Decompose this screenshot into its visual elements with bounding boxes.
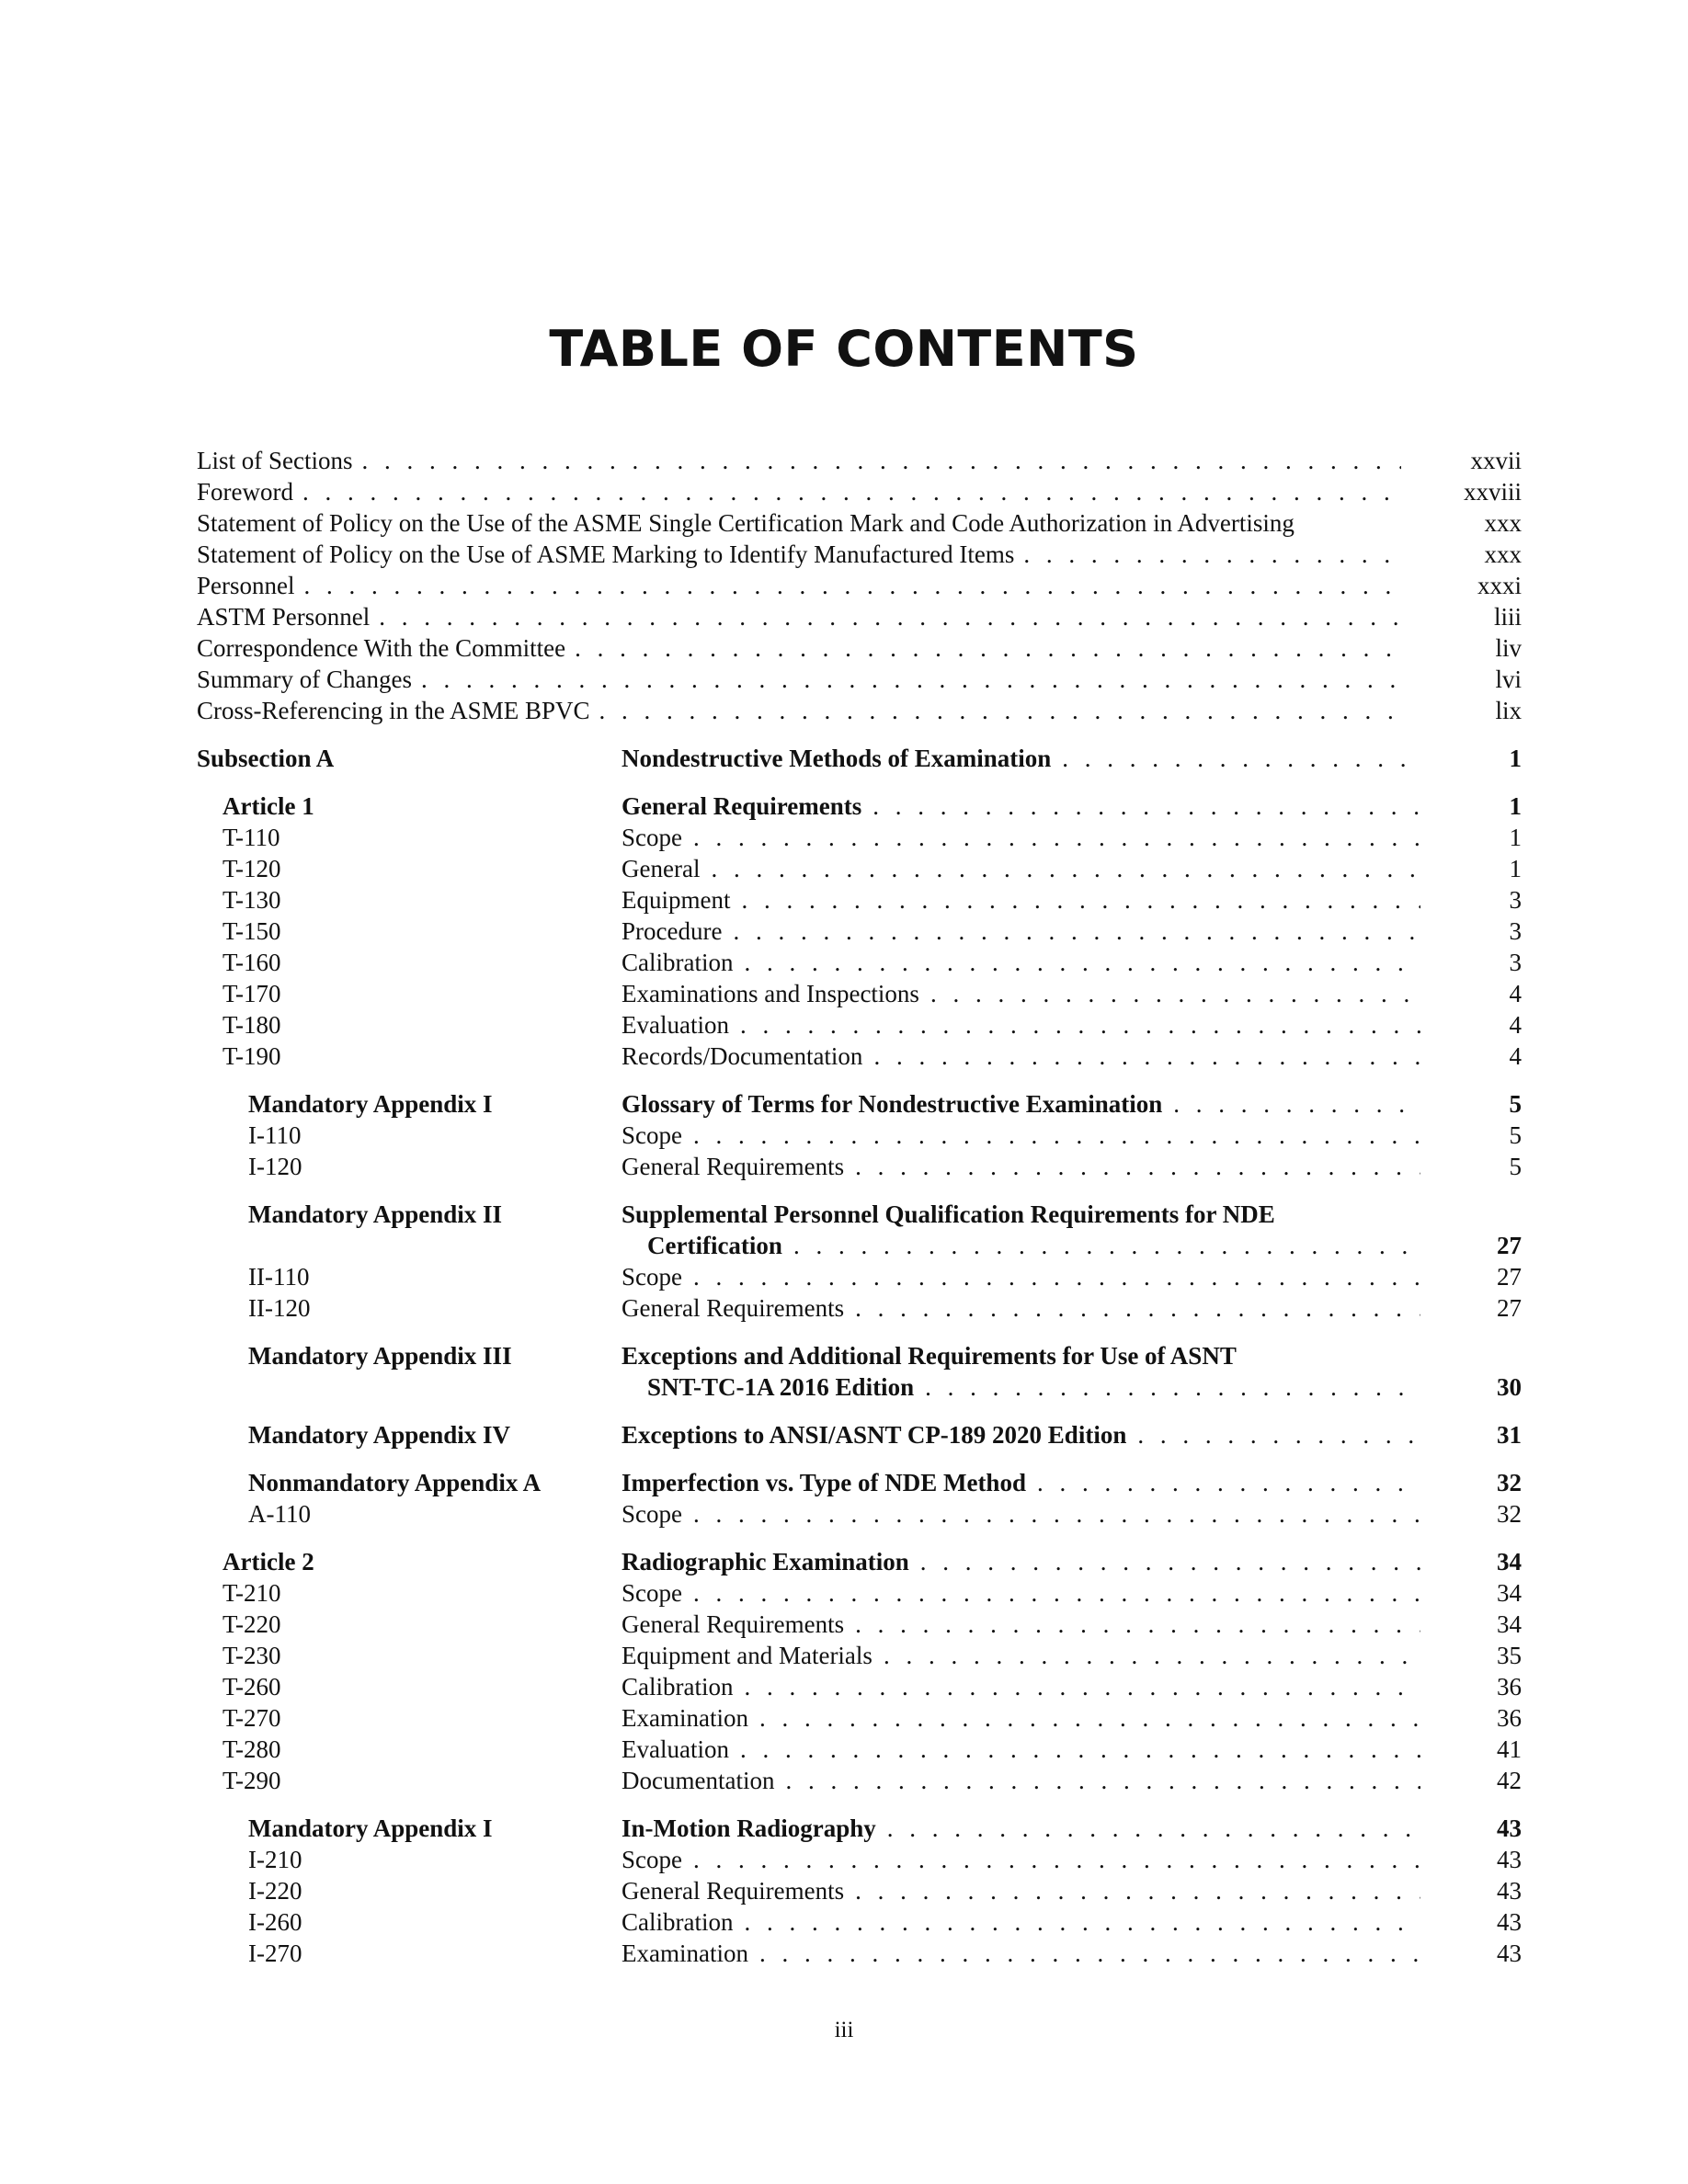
toc-mandatory-appendix-iv[interactable]	[197, 1419, 1522, 1450]
dot-leader	[693, 1498, 1420, 1530]
section-title: Scope	[622, 1500, 682, 1528]
section-page-number: 34	[1497, 1579, 1522, 1607]
section-code: T-270	[222, 1704, 281, 1732]
section-page-number: 36	[1497, 1704, 1522, 1732]
section-code: T-130	[222, 886, 281, 914]
dot-leader	[855, 1609, 1420, 1640]
toc-entry-i-220[interactable]	[197, 1875, 1522, 1906]
section-code: II-110	[248, 1263, 310, 1291]
section-title: Scope	[622, 1121, 682, 1149]
dot-leader	[1137, 1419, 1420, 1450]
entry-page-number: lix	[1495, 697, 1522, 724]
dot-leader	[873, 791, 1420, 822]
toc-entry-ii-110[interactable]	[197, 1261, 1522, 1292]
section-title: Examination	[622, 1704, 748, 1732]
dot-leader	[1023, 539, 1401, 570]
dot-leader	[744, 947, 1420, 978]
toc-nonmandatory-appendix-a[interactable]	[197, 1467, 1522, 1498]
entry-page-number: lvi	[1495, 665, 1522, 693]
toc-entry-a-110[interactable]	[197, 1498, 1522, 1530]
toc-entry-t-220[interactable]	[197, 1609, 1522, 1640]
toc-entry-t-110[interactable]	[197, 822, 1522, 853]
dot-leader	[930, 978, 1420, 1009]
entry-label: Statement of Policy on the Use of the ASME Single Certification Mark and Code Authorization in Advertising	[197, 507, 1304, 539]
section-code: I-260	[248, 1908, 302, 1936]
section-title: Evaluation	[622, 1011, 729, 1039]
section-title-line1: Exceptions and Additional Requirements for Use of ASNT	[622, 1342, 1237, 1370]
section-title: General Requirements	[622, 1610, 845, 1638]
dot-leader	[362, 445, 1402, 476]
toc-entry-t-280[interactable]	[197, 1734, 1522, 1765]
section-page-number: 1	[1509, 745, 1522, 772]
dot-leader	[711, 853, 1420, 884]
section-code: Mandatory Appendix I	[248, 1090, 493, 1118]
page-title: TABLE OF CONTENTS	[549, 320, 1139, 379]
dot-leader	[855, 1292, 1420, 1324]
entry-label: Foreword	[197, 476, 302, 507]
section-page-number: 43	[1497, 1846, 1522, 1873]
section-page-number: 31	[1497, 1421, 1522, 1449]
section-code: T-190	[222, 1042, 281, 1070]
dot-leader	[741, 884, 1420, 916]
section-code: Article 2	[222, 1548, 314, 1575]
section-code: T-180	[222, 1011, 281, 1039]
section-page-number: 34	[1497, 1610, 1522, 1638]
section-page-number: 43	[1497, 1939, 1522, 1967]
toc-entry-t-260[interactable]	[197, 1671, 1522, 1702]
section-page-number: 1	[1509, 855, 1522, 882]
section-code: I-120	[248, 1153, 302, 1180]
toc-entry-t-290[interactable]	[197, 1765, 1522, 1796]
section-title: Calibration	[622, 1673, 734, 1701]
dot-leader	[887, 1813, 1420, 1844]
section-code: Article 1	[222, 792, 314, 820]
section-title: Nondestructive Methods of Examination	[622, 745, 1052, 772]
section-page-number: 1	[1509, 824, 1522, 851]
entry-page-number: liv	[1495, 634, 1522, 662]
toc-mandatory-appendix-iii[interactable]	[197, 1340, 1522, 1403]
section-page-number: 43	[1497, 1908, 1522, 1936]
toc-entry-t-270[interactable]	[197, 1702, 1522, 1734]
dot-leader	[379, 601, 1401, 632]
entry-page-number: xxx	[1484, 540, 1522, 568]
dot-leader	[302, 476, 1401, 507]
toc-mandatory-appendix-ii[interactable]	[197, 1199, 1522, 1261]
section-page-number: 5	[1509, 1090, 1522, 1118]
toc-subsection-a[interactable]	[197, 743, 1522, 774]
section-title: In-Motion Radiography	[622, 1814, 876, 1842]
toc-entry-policy-certification-mark[interactable]	[197, 507, 1522, 539]
dot-leader	[759, 1702, 1420, 1734]
section-title-line2: SNT-TC-1A 2016 Edition	[647, 1373, 915, 1401]
dot-leader	[740, 1009, 1420, 1041]
entry-label: ASTM Personnel	[197, 601, 379, 632]
dot-leader	[733, 916, 1420, 947]
section-page-number: 32	[1497, 1469, 1522, 1496]
section-page-number: 32	[1497, 1500, 1522, 1528]
section-code: T-230	[222, 1642, 281, 1669]
toc-entry-t-120[interactable]	[197, 853, 1522, 884]
dot-leader	[1037, 1467, 1420, 1498]
section-page-number: 3	[1509, 917, 1522, 945]
section-code: T-290	[222, 1767, 281, 1794]
dot-leader	[693, 822, 1420, 853]
section-code: T-280	[222, 1735, 281, 1763]
section-code: T-120	[222, 855, 281, 882]
section-title: Scope	[622, 1846, 682, 1873]
section-title: Scope	[622, 1579, 682, 1607]
dot-leader	[855, 1875, 1420, 1906]
section-page-number: 27	[1497, 1263, 1522, 1291]
section-code: I-110	[248, 1121, 302, 1149]
section-code: I-270	[248, 1939, 302, 1967]
section-title: Glossary of Terms for Nondestructive Examination	[622, 1090, 1163, 1118]
section-code: Mandatory Appendix I	[248, 1814, 493, 1842]
section-page-number: 27	[1497, 1232, 1522, 1259]
toc-entry-i-270[interactable]	[197, 1938, 1522, 1969]
entry-label: Correspondence With the Committee	[197, 632, 575, 664]
entry-page-number: xxxi	[1477, 572, 1522, 599]
toc-entry-t-170[interactable]	[197, 978, 1522, 1009]
dot-leader	[1173, 1088, 1420, 1120]
entry-label: Cross-Referencing in the ASME BPVC	[197, 695, 599, 726]
section-code: T-170	[222, 980, 281, 1007]
toc-entry-i-260[interactable]	[197, 1906, 1522, 1938]
toc-article-1[interactable]	[197, 791, 1522, 822]
section-title: Calibration	[622, 949, 734, 976]
dot-leader	[793, 1230, 1420, 1261]
entry-label: Personnel	[197, 570, 303, 601]
section-page-number: 1	[1509, 792, 1522, 820]
section-page-number: 30	[1497, 1373, 1522, 1401]
section-code: T-110	[222, 824, 280, 851]
dot-leader	[759, 1938, 1420, 1969]
dot-leader	[884, 1640, 1420, 1671]
dot-leader	[693, 1120, 1420, 1151]
section-page-number: 41	[1497, 1735, 1522, 1763]
dot-leader	[693, 1844, 1420, 1875]
section-code: T-210	[222, 1579, 281, 1607]
section-code: I-210	[248, 1846, 302, 1873]
dot-leader	[925, 1371, 1420, 1403]
entry-label: Statement of Policy on the Use of ASME Marking to Identify Manufactured Items	[197, 539, 1023, 570]
section-page-number: 42	[1497, 1767, 1522, 1794]
section-title: General Requirements	[622, 792, 862, 820]
section-title: Equipment and Materials	[622, 1642, 873, 1669]
toc-mandatory-appendix-i[interactable]	[197, 1088, 1522, 1120]
section-title: Equipment	[622, 886, 731, 914]
entry-page-number: xxvii	[1470, 447, 1522, 474]
toc-entry-t-130[interactable]	[197, 884, 1522, 916]
dot-leader	[855, 1151, 1420, 1182]
section-title: Scope	[622, 1263, 682, 1291]
section-code: T-220	[222, 1610, 281, 1638]
page-number-footer: iii	[834, 2018, 854, 2042]
section-title: Radiographic Examination	[622, 1548, 909, 1575]
dot-leader	[744, 1906, 1420, 1938]
section-code: Mandatory Appendix IV	[248, 1421, 511, 1449]
section-title: Evaluation	[622, 1735, 729, 1763]
toc-entry-t-190[interactable]	[197, 1041, 1522, 1072]
toc-entry-list-of-sections[interactable]	[197, 445, 1522, 476]
section-page-number: 43	[1497, 1877, 1522, 1905]
section-page-number: 5	[1509, 1121, 1522, 1149]
section-page-number: 3	[1509, 886, 1522, 914]
section-page-number: 34	[1497, 1548, 1522, 1575]
entry-page-number: xxx	[1484, 509, 1522, 537]
section-page-number: 3	[1509, 949, 1522, 976]
dot-leader	[599, 695, 1401, 726]
section-title: Procedure	[622, 917, 723, 945]
section-code: Subsection A	[197, 745, 335, 772]
toc-entry-t-180[interactable]	[197, 1009, 1522, 1041]
toc-article-2[interactable]	[197, 1546, 1522, 1577]
section-page-number: 36	[1497, 1673, 1522, 1701]
section-page-number: 35	[1497, 1642, 1522, 1669]
section-code: I-220	[248, 1877, 302, 1905]
dot-leader	[693, 1577, 1420, 1609]
toc-entry-summary-of-changes[interactable]	[197, 664, 1522, 695]
section-title: Scope	[622, 824, 682, 851]
section-page-number: 5	[1509, 1153, 1522, 1180]
section-title: General Requirements	[622, 1294, 845, 1322]
section-code: Mandatory Appendix III	[248, 1342, 512, 1370]
section-title-line1: Supplemental Personnel Qualification Requirements for NDE	[622, 1200, 1275, 1228]
section-page-number: 4	[1509, 980, 1522, 1007]
section-title: General Requirements	[622, 1877, 845, 1905]
dot-leader	[575, 632, 1401, 664]
section-page-number: 43	[1497, 1814, 1522, 1842]
section-code: Nonmandatory Appendix A	[248, 1469, 542, 1496]
section-title: Calibration	[622, 1908, 734, 1936]
toc-entry-i-120[interactable]	[197, 1151, 1522, 1182]
section-page-number: 27	[1497, 1294, 1522, 1322]
section-title: Imperfection vs. Type of NDE Method	[622, 1469, 1026, 1496]
toc-entry-t-160[interactable]	[197, 947, 1522, 978]
table-of-contents	[197, 445, 1522, 1969]
toc-entry-astm-personnel[interactable]	[197, 601, 1522, 632]
toc-entry-i-110[interactable]	[197, 1120, 1522, 1151]
section-page-number: 4	[1509, 1042, 1522, 1070]
toc-entry-ii-120[interactable]	[197, 1292, 1522, 1324]
toc-entry-foreword[interactable]	[197, 476, 1522, 507]
dot-leader	[785, 1765, 1420, 1796]
entry-page-number: xxviii	[1463, 478, 1522, 506]
section-title: General Requirements	[622, 1153, 845, 1180]
section-title: General	[622, 855, 701, 882]
toc-entry-personnel[interactable]	[197, 570, 1522, 601]
dot-leader	[421, 664, 1401, 695]
toc-entry-t-230[interactable]	[197, 1640, 1522, 1671]
section-title-line2: Certification	[647, 1232, 782, 1259]
toc-entry-t-150[interactable]	[197, 916, 1522, 947]
section-title: Records/Documentation	[622, 1042, 863, 1070]
section-title: Examination	[622, 1939, 748, 1967]
section-code: T-260	[222, 1673, 281, 1701]
entry-label: Summary of Changes	[197, 664, 421, 695]
toc-mandatory-appendix-i-in-motion[interactable]	[197, 1813, 1522, 1844]
dot-leader	[693, 1261, 1420, 1292]
section-code: A-110	[248, 1500, 311, 1528]
toc-entry-correspondence[interactable]	[197, 632, 1522, 664]
toc-entry-t-210[interactable]	[197, 1577, 1522, 1609]
entry-label: List of Sections	[197, 445, 362, 476]
section-code: T-160	[222, 949, 281, 976]
section-title: Examinations and Inspections	[622, 980, 919, 1007]
section-code: T-150	[222, 917, 281, 945]
entry-page-number: liii	[1493, 603, 1522, 631]
section-page-number: 4	[1509, 1011, 1522, 1039]
toc-entry-policy-asme-marking[interactable]	[197, 539, 1522, 570]
section-code: Mandatory Appendix II	[248, 1200, 503, 1228]
dot-leader	[740, 1734, 1420, 1765]
dot-leader	[1062, 743, 1420, 774]
toc-entry-cross-referencing[interactable]	[197, 695, 1522, 726]
dot-leader	[873, 1041, 1420, 1072]
section-title: Documentation	[622, 1767, 775, 1794]
section-title: Exceptions to ANSI/ASNT CP-189 2020 Edition	[622, 1421, 1127, 1449]
dot-leader	[303, 570, 1401, 601]
dot-leader	[744, 1671, 1420, 1702]
section-code: II-120	[248, 1294, 311, 1322]
toc-entry-i-210[interactable]	[197, 1844, 1522, 1875]
dot-leader	[920, 1546, 1420, 1577]
